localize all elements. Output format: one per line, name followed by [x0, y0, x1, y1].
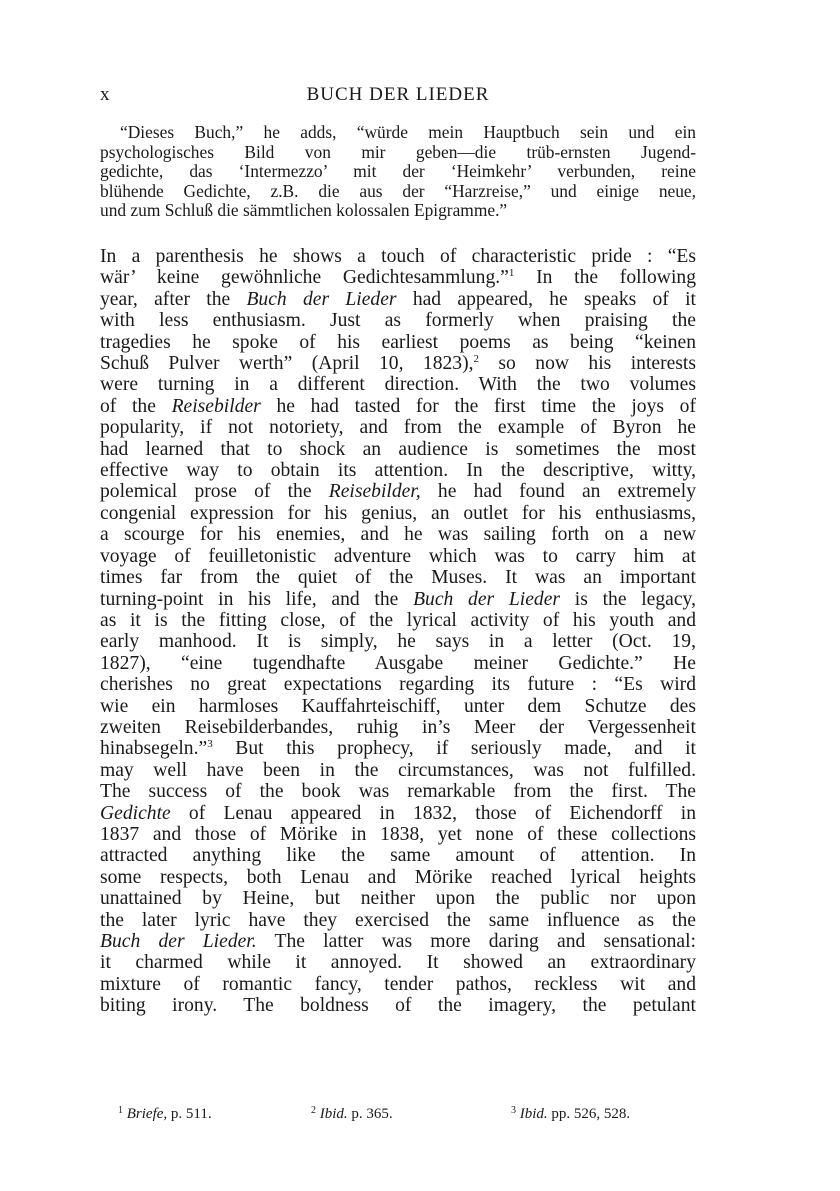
- quote-line: psychologisches Bild von mir geben—die trüb-ernsten Jugend-: [100, 141, 696, 162]
- text-line: Buch der Lieder. The latter was more daring and sensational:: [100, 931, 697, 952]
- italic-title: Reisebilder: [171, 395, 261, 417]
- text-line: zweiten Reisebilderbandes, ruhig in’s Meer der Vergessenheit: [100, 716, 696, 738]
- text-line: popularity, if not notoriety, and from the example of Byron he: [100, 417, 696, 439]
- footnote-2: $^2$ Ibid. p. 365.: [311, 1105, 393, 1122]
- text-line: may well have been in the circumstances, was not fulfilled.: [100, 759, 696, 781]
- italic-title: Buch der Lieder: [246, 288, 397, 310]
- text-line: voyage of feuilletonistic adventure which was to carry him at: [100, 545, 696, 567]
- text-line: wie ein harmloses Kauffahrteischiff, unter dem Schutze des: [100, 695, 696, 717]
- text-line: mixture of romantic fancy, tender pathos, reckless wit and: [100, 973, 696, 995]
- italic-title: Buch der Lieder.: [100, 931, 257, 952]
- quote-line: und zum Schluß die sämmtlichen kolossalen Epigramme.”: [100, 200, 508, 221]
- footnote-3: $^3$ Ibid. pp. 526, 528.: [511, 1105, 631, 1122]
- text-line: as it is the fitting close, of the lyrical activity of his youth and: [100, 609, 696, 631]
- text-line: had learned that to shock an audience is sometimes the most: [100, 438, 696, 460]
- text-line: the later lyric have they exercised the same influence as the: [100, 909, 696, 931]
- text-line: In a parenthesis he shows a touch of characteristic pride : “Es: [100, 246, 696, 267]
- text-line: tragedies he spoke of his earliest poems as being “keinen: [100, 331, 696, 353]
- text-line: turning-point in his life, and the Buch der Lieder is the legacy,: [100, 588, 696, 610]
- footnote-marker: 2: [473, 353, 480, 366]
- page-header: [100, 84, 696, 114]
- footnote-1: $^1$ Briefe, p. 511.: [118, 1105, 212, 1122]
- text-line: it charmed while it annoyed. It showed an extraordinary: [100, 952, 696, 974]
- block-quote: [100, 123, 696, 221]
- text-line: some respects, both Lenau and Mörike reached lyrical heights: [100, 866, 696, 888]
- text-line: year, after the Buch der Lieder had appeared, he speaks of it: [100, 288, 696, 310]
- text-line: biting irony. The boldness of the imagery, the petulant: [100, 995, 696, 1017]
- text-line: 1837 and those of Mörike in 1838, yet none of these collections: [100, 823, 696, 845]
- text-line: a scourge for his enemies, and he was sailing forth on a new: [100, 524, 696, 546]
- text-line: times far from the quiet of the Muses. It was an important: [100, 567, 696, 589]
- text-line: wär’ keine gewöhnliche Gedichtesammlung.”$^1$ In the following: [100, 267, 696, 289]
- page-number: x: [100, 84, 111, 105]
- italic-title: Buch der Lieder: [413, 588, 561, 610]
- quote-line: gedichte, das ‘Intermezzo’ mit der ‘Heimkehr’ verbunden, reine: [100, 161, 696, 182]
- text-line: unattained by Heine, but neither upon the public nor upon: [100, 888, 696, 910]
- text-line: Gedichte of Lenau appeared in 1832, those of Eichendorff in: [100, 802, 696, 824]
- text-line: cherishes no great expectations regarding its future : “Es wird: [100, 674, 696, 696]
- text-line: early manhood. It is simply, he says in a letter (Oct. 19,: [100, 631, 696, 653]
- quote-line: “Dieses Buch,” he adds, “würde mein Hauptbuch sein und ein: [120, 122, 696, 142]
- italic-title: Reisebilder,: [328, 481, 421, 503]
- italic-title: Gedichte: [100, 802, 171, 824]
- text-line: hinabsegeln.”$^3$ But this prophecy, if seriously made, and it: [100, 738, 696, 760]
- footnote-marker: 3: [207, 738, 213, 751]
- quote-line: blühende Gedichte, z.B. die aus der “Harzreise,” und einige neue,: [100, 180, 696, 201]
- body-paragraph: [100, 246, 696, 1017]
- text-line: were turning in a different direction. With the two volumes: [100, 374, 696, 396]
- footnote-marker: 1: [508, 267, 515, 280]
- text-line: Schuß Pulver werth” (April 10, 1823),$^2$ so now his interests: [100, 353, 696, 375]
- text-line: congenial expression for his genius, an outlet for his enthusiasms,: [100, 502, 696, 524]
- text-line: 1827), “eine tugendhafte Ausgabe meiner Gedichte.” He: [100, 652, 696, 674]
- text-line: attracted anything like the same amount of attention. In: [100, 845, 696, 867]
- text-line: polemical prose of the Reisebilder, he had found an extremely: [100, 481, 696, 503]
- text-line: with less enthusiasm. Just as formerly when praising the: [100, 310, 696, 332]
- text-line: effective way to obtain its attention. In the descriptive, witty,: [100, 460, 696, 482]
- text-line: The success of the book was remarkable from the first. The: [100, 781, 696, 803]
- running-title: BUCH DER LIEDER: [306, 84, 490, 105]
- text-line: of the Reisebilder he had tasted for the first time the joys of: [100, 395, 696, 417]
